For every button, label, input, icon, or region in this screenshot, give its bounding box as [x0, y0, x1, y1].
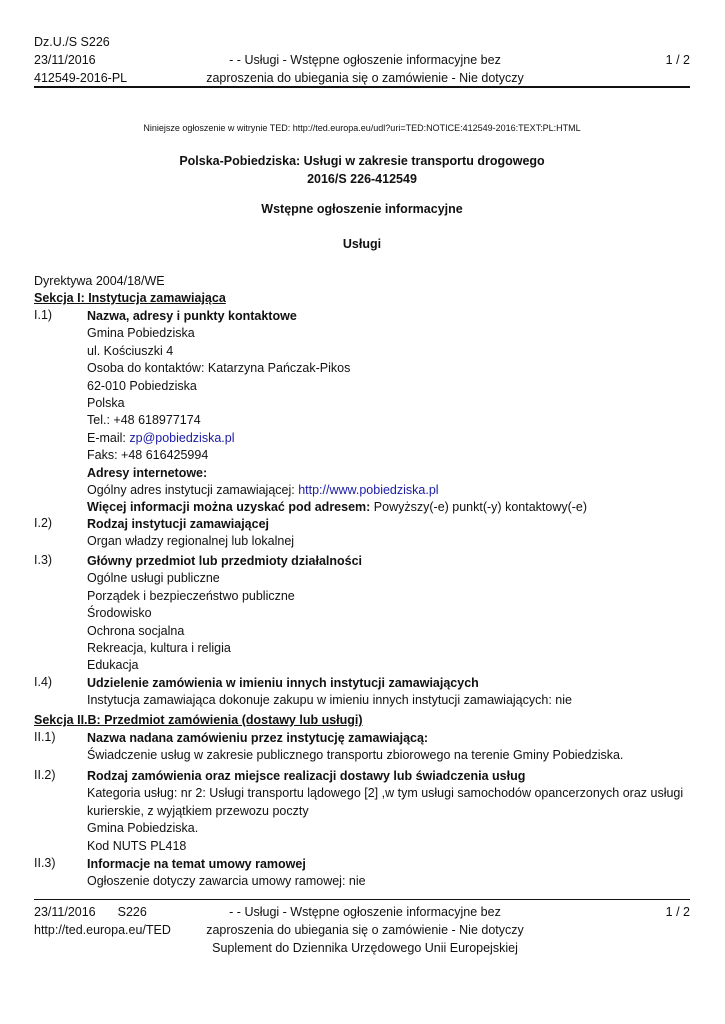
i1-more-info-row [87, 499, 695, 516]
footer-rule [34, 899, 690, 900]
footer-url[interactable]: http://ted.europa.eu/TED [34, 923, 171, 937]
i1-email-link[interactable]: zp@pobiedziska.pl [129, 430, 235, 445]
ii3-value: Ogłoszenie dotyczy zawarcia umowy ramowej: nie [87, 874, 366, 889]
section-1-title: Sekcja I: Instytucja zamawiająca [34, 291, 226, 305]
header-left [34, 33, 127, 87]
footer-date: 23/11/2016 [34, 905, 96, 919]
i3-activity: Porządek i bezpieczeństwo publiczne [87, 588, 295, 603]
i3-number: I.3) [34, 553, 53, 567]
i3-activity: Rekreacja, kultura i religia [87, 641, 231, 656]
i1-fax: Faks: +48 616425994 [87, 448, 209, 463]
footer-date-row [34, 903, 171, 921]
notice-category: Usługi [342, 237, 382, 251]
ii3-number: II.3) [34, 856, 56, 870]
notice-url[interactable]: Niniejsze ogłoszenie w witrynie TED: http://ted.europa.eu/udl?uri=TED:NOTICE:412549-2016:TEXT:PL:HTML [143, 123, 581, 133]
i1-contact: Osoba do kontaktów: Katarzyna Pańczak-Pikos [87, 361, 351, 376]
ii1-block [87, 730, 695, 765]
i3-activity: Ogólne usługi publiczne [87, 571, 220, 586]
i1-street: ul. Kościuszki 4 [87, 343, 174, 358]
i1-postcode: 62-010 Pobiedziska [87, 378, 197, 393]
i1-internet-heading: Adresy internetowe: [87, 465, 208, 480]
i1-more-value: Powyższy(-e) punkt(-y) kontaktowy(-e) [370, 500, 588, 515]
i1-email-label: E-mail: [87, 430, 130, 445]
ii3-heading: Informacje na temat umowy ramowej [87, 857, 306, 871]
footer-code: S226 [117, 905, 147, 919]
ii2-block [87, 768, 695, 855]
header-center [190, 51, 540, 87]
header-notice-id: 412549-2016-PL [34, 71, 128, 85]
ii1-number: II.1) [34, 730, 56, 744]
i3-heading: Główny przedmiot lub przedmioty działalności [87, 554, 363, 568]
i3-block [87, 553, 695, 675]
i4-number: I.4) [34, 675, 53, 689]
i2-heading: Rodzaj instytucji zamawiającej [87, 517, 270, 531]
notice-type: Wstępne ogłoszenie informacyjne [261, 202, 463, 216]
i1-block [87, 308, 695, 517]
i1-more-label: Więcej informacji można uzyskać pod adresem: [87, 500, 371, 515]
header-date: 23/11/2016 [34, 53, 96, 67]
i1-heading: Nazwa, adresy i punkty kontaktowe [87, 309, 297, 323]
i1-general-address-row [87, 482, 695, 499]
ii2-category-cont: kurierskie, z wyjątkiem przewozu poczty [87, 803, 309, 818]
i3-activity: Ochrona socjalna [87, 623, 185, 638]
notice-title-line2: 2016/S 226-412549 [307, 172, 417, 186]
ii2-nuts: Kod NUTS PL418 [87, 838, 187, 853]
ii3-block [87, 856, 695, 891]
i4-heading: Udzielenie zamówienia w imieniu innych instytucji zamawiających [87, 676, 479, 690]
footer-title-line2: zaproszenia do ubiegania się o zamówienie - Nie dotyczy [206, 923, 524, 937]
i1-email-row [87, 430, 695, 447]
i1-general-url-link[interactable]: http://www.pobiedziska.pl [298, 483, 439, 498]
i2-number: I.2) [34, 516, 53, 530]
footer-title-line1: - - Usługi - Wstępne ogłoszenie informacyjne bez [229, 905, 501, 919]
ii2-heading: Rodzaj zamówienia oraz miejsce realizacji dostawy lub świadczenia usług [87, 769, 526, 783]
ii2-place: Gmina Pobiedziska. [87, 821, 199, 836]
i1-number: I.1) [34, 308, 53, 322]
i4-block [87, 675, 695, 710]
header-rule [34, 86, 690, 88]
i4-value: Instytucja zamawiająca dokonuje zakupu w imieniu innych instytucji zamawiających: nie [87, 693, 572, 708]
header-title-line2: zaproszenia do ubiegania się o zamówienie - Nie dotyczy [206, 71, 524, 85]
header-journal-ref: Dz.U./S S226 [34, 35, 110, 49]
header-page-number: 1 / 2 [665, 53, 690, 67]
footer-left [34, 903, 171, 939]
i1-general-label: Ogólny adres instytucji zamawiającej: [87, 483, 299, 498]
i3-activity: Edukacja [87, 658, 139, 673]
ii2-number: II.2) [34, 768, 56, 782]
header-title-line1: - - Usługi - Wstępne ogłoszenie informacyjne bez [229, 53, 501, 67]
i3-activity: Środowisko [87, 606, 152, 621]
i2-block [87, 516, 695, 551]
directive: Dyrektywa 2004/18/WE [34, 274, 165, 288]
notice-title-line1: Polska-Pobiedziska: Usługi w zakresie transportu drogowego [179, 154, 545, 168]
footer-center [190, 903, 540, 957]
i2-value: Organ władzy regionalnej lub lokalnej [87, 534, 295, 549]
i1-country: Polska [87, 396, 125, 411]
notice-title [34, 152, 690, 188]
footer-supplement: Suplement do Dziennika Urzędowego Unii Europejskiej [212, 941, 518, 955]
footer-page-number: 1 / 2 [665, 905, 690, 919]
ii2-category: Kategoria usług: nr 2: Usługi transportu lądowego [2] ,w tym usługi samochodów opancerzonych oraz usługi [87, 786, 684, 801]
section-2-title: Sekcja II.B: Przedmiot zamówienia (dostawy lub usługi) [34, 713, 363, 727]
ii1-value: Świadczenie usług w zakresie publicznego transportu zbiorowego na terenie Gminy Pobiedziska. [87, 748, 624, 763]
i1-phone: Tel.: +48 618977174 [87, 413, 201, 428]
i1-name: Gmina Pobiedziska [87, 326, 195, 341]
ii1-heading: Nazwa nadana zamówieniu przez instytucję zamawiającą: [87, 731, 429, 745]
